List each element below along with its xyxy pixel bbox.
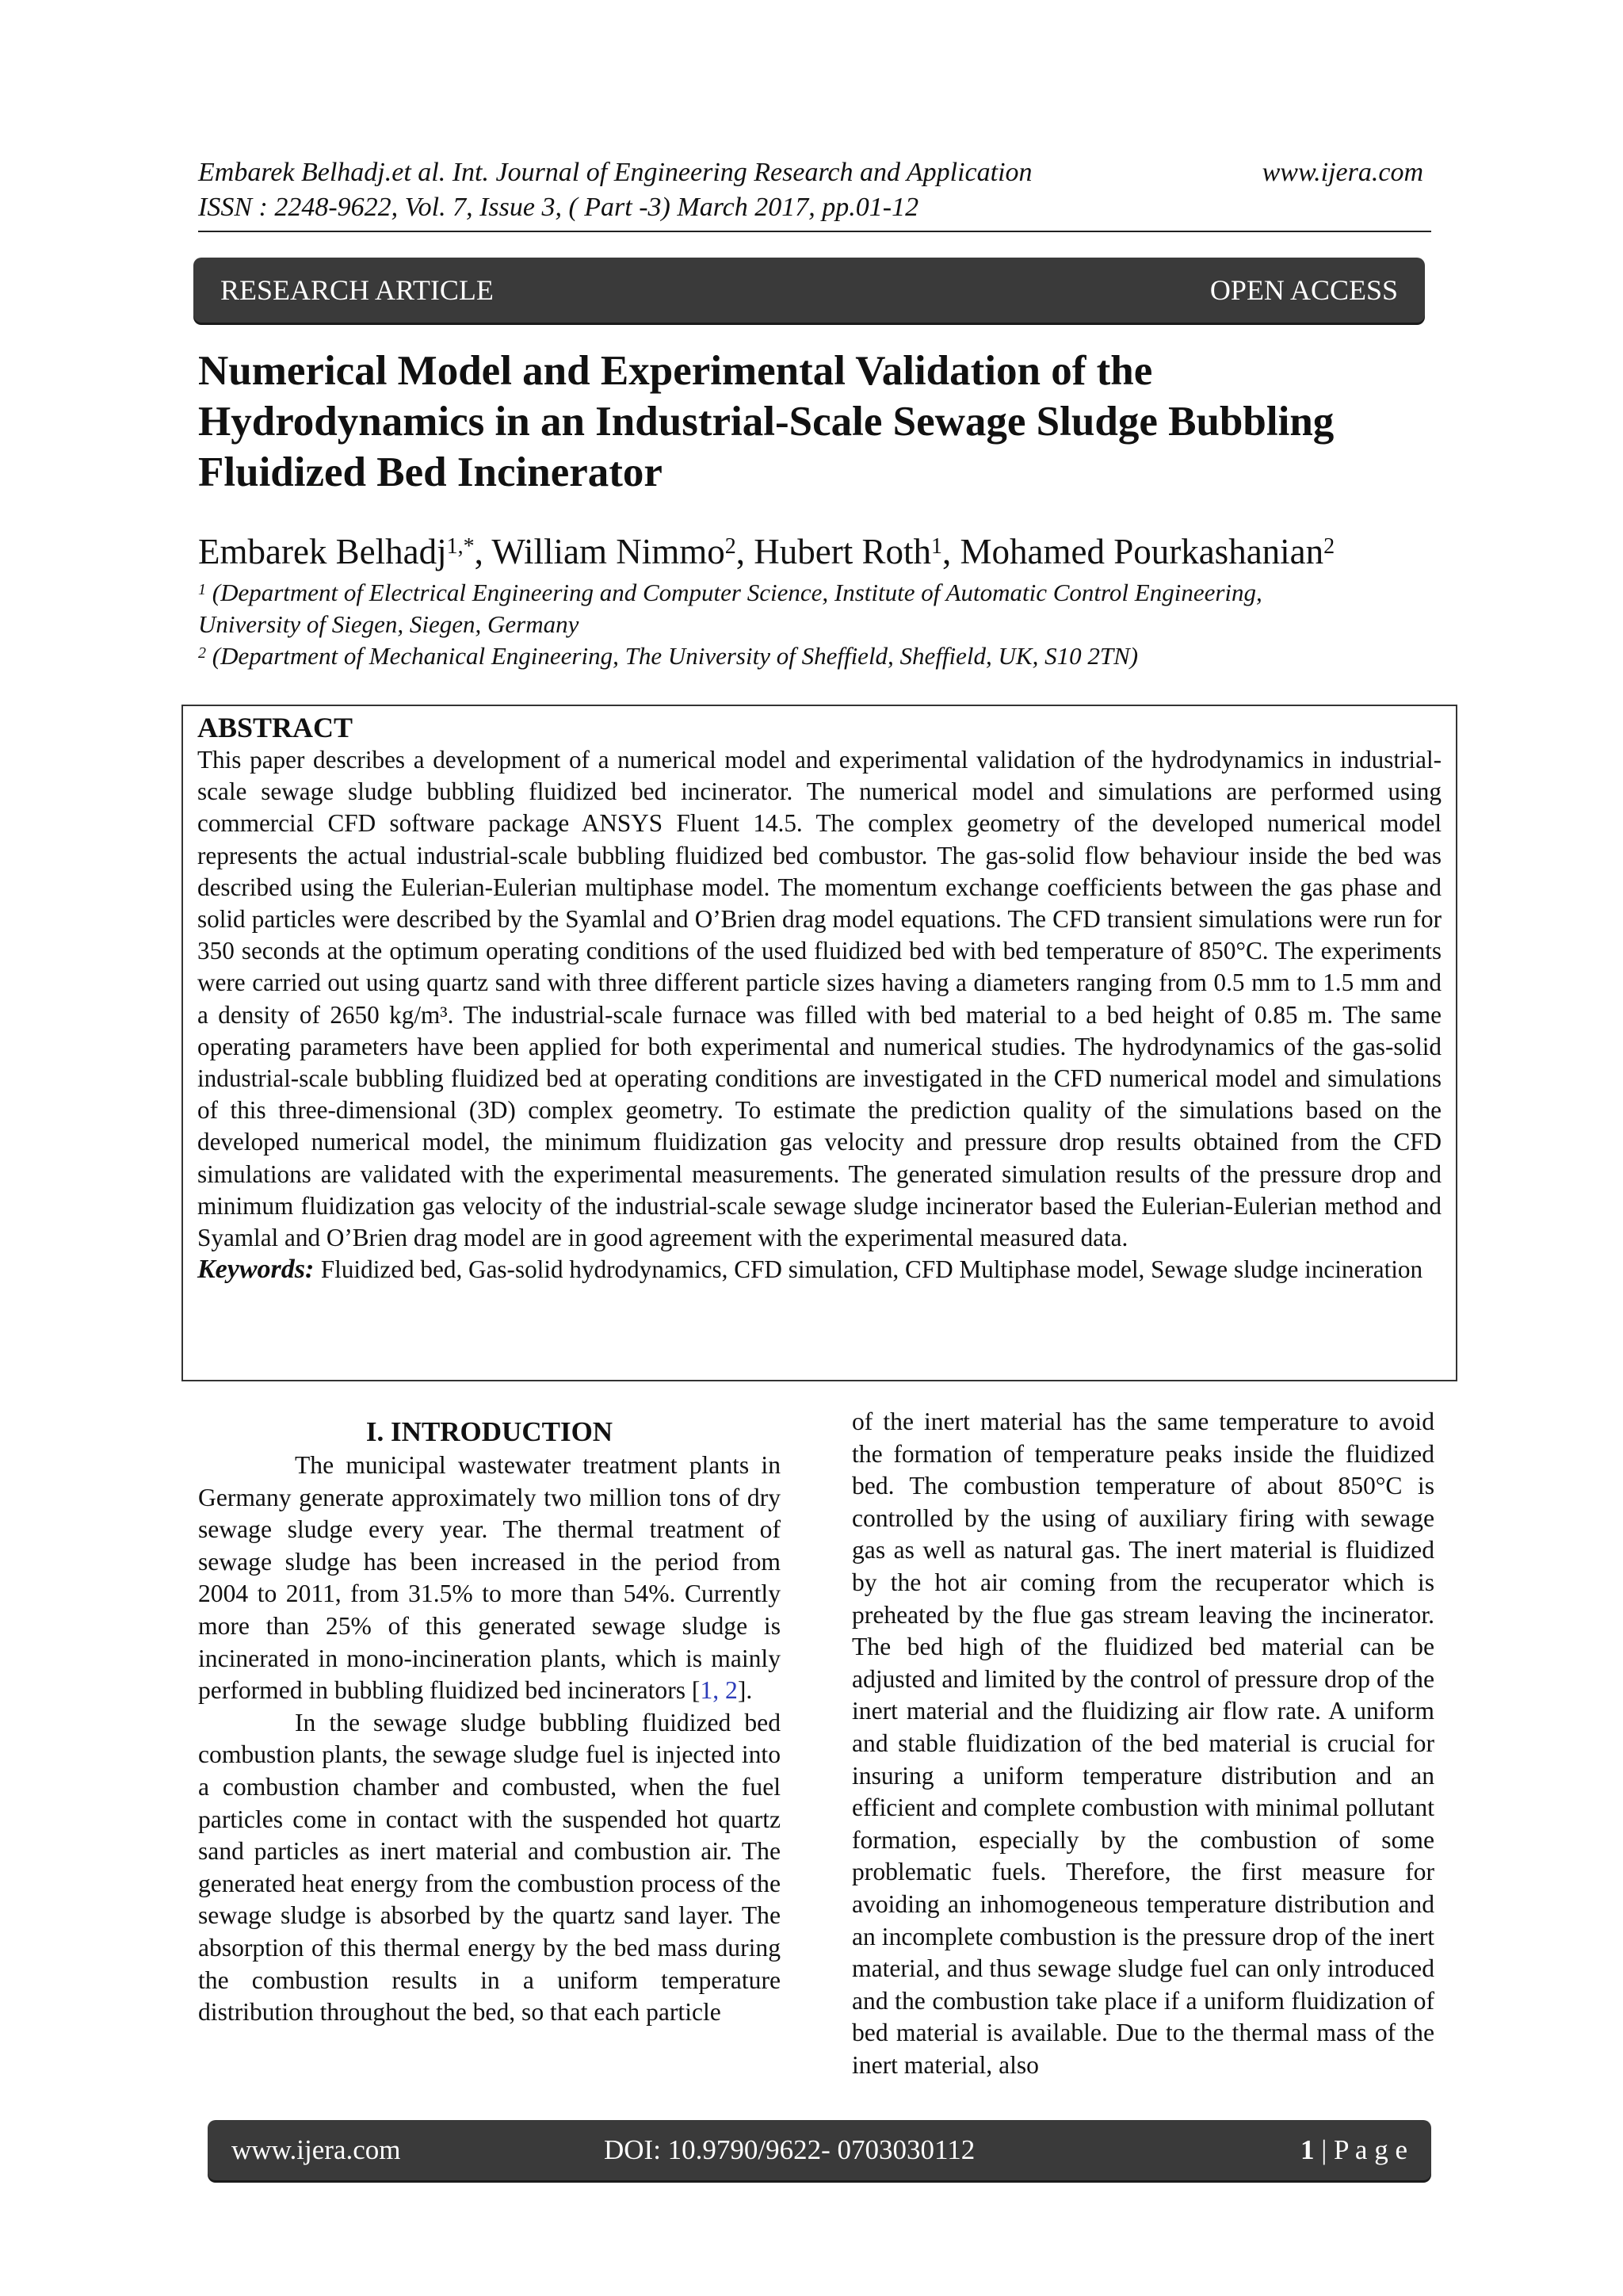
affiliation-mark: 1 xyxy=(198,581,206,598)
title-line: Numerical Model and Experimental Validation of the xyxy=(198,348,1153,394)
section-heading-introduction: I. INTRODUCTION xyxy=(365,1416,613,1447)
citation-link[interactable]: 1, 2 xyxy=(700,1676,738,1705)
running-header xyxy=(198,155,1423,225)
title-line: Fluidized Bed Incinerator xyxy=(198,449,663,495)
affiliations xyxy=(198,577,1434,672)
page-footer xyxy=(208,2120,1431,2180)
journal-citation: Embarek Belhadj.et al. Int. Journal of Engineering Research and Application xyxy=(198,158,1033,187)
paragraph: In the sewage sludge bubbling fluidized bed combustion plants, the sewage sludge fuel is injected into a combustion chamber and combusted, when the fuel particles come in contact with the suspended hot quartz sand particles as inert material and combustion air. The generated heat energy from the combustion process of the sewage sludge is absorbed by the quartz sand layer. The absorption of this thermal energy by the bed mass during the combustion results in a uniform temperature distribution throughout the bed, so that each particle xyxy=(198,1708,781,2027)
abstract-text: This paper describes a development of a numerical model and experimental validation of the hydrodynamics in industrial-scale sewage sludge bubbling fluidized bed incinerator. The numerical model and simulations are performed using commercial CFD software package ANSYS Fluent 14.5. The complex geometry of the developed numerical model represents the actual industrial-scale bubbling fluidized bed combustor. The gas-solid flow behaviour inside the bed was described using the Eulerian-Eulerian multiphase model. The momentum exchange coefficients between the gas phase and solid particles were described by the Syamlal and O’Brien drag model equations. The CFD transient simulations were run for 350 seconds at the optimum operating conditions of the used fluidized bed with bed temperature of 850°C. The experiments were carried out using quartz sand with three different particle sizes having a diameters ranging from 0.5 mm to 1.5 mm and a density of 2650 kg/m³. The industrial-scale furnace was filled with bed material to a bed height of 0.85 m. The same operating parameters have been applied for both experimental and numerical studies. The hydrodynamics of the gas-solid industrial-scale bubbling fluidized bed at operating conditions are investigated in the CFD numerical model and simulations of this three-dimensional (3D) complex geometry. To estimate the prediction quality of the simulations based on the developed numerical model, the minimum fluidization gas velocity and pressure drop results obtained from the CFD simulations are validated with the experimental measurements. The generated simulation results of the pressure drop and minimum fluidization gas velocity of the industrial-scale sewage sludge incinerator based the Eulerian-Eulerian method and Syamlal and O’Brien drag model are in good agreement with the experimental measured data. xyxy=(197,746,1442,1252)
author-name: Hubert Roth xyxy=(754,532,931,571)
open-access-label: OPEN ACCESS xyxy=(1209,274,1398,306)
affiliation-mark: 2 xyxy=(198,644,206,662)
author-list xyxy=(198,529,1466,574)
article-type-banner xyxy=(193,258,1425,323)
author-affiliation-mark: 1 xyxy=(930,534,942,559)
title-line: Hydrodynamics in an Industrial-Scale Sewage Sludge Bubbling xyxy=(198,399,1335,445)
paragraph-text: The municipal wastewater treatment plants in Germany generate approximately two million tons of dry sewage sludge every year. The thermal treatment of sewage sludge has been increased in the period from 2004 to 2011, from 31.5% to more than 54%. Currently more than 25% of this generated sewage sludge is incinerated in mono-incineration plants, which is mainly performed in bubbling fluidized bed incinerators [ xyxy=(198,1451,781,1705)
research-article-label: RESEARCH ARTICLE xyxy=(220,274,494,306)
affiliation-2 xyxy=(198,640,1434,672)
footer-website[interactable]: www.ijera.com xyxy=(231,2134,401,2165)
paper-title xyxy=(198,346,1434,498)
author-separator: , xyxy=(474,532,492,571)
author-separator: , xyxy=(735,532,754,571)
abstract-box xyxy=(181,705,1457,1381)
keywords-list: Fluidized bed, Gas-solid hydrodynamics, CFD simulation, CFD Multiphase model, Sewage sludge incineration xyxy=(320,1255,1423,1284)
page-number xyxy=(1300,2134,1407,2166)
keywords-label: Keywords xyxy=(197,1255,305,1285)
keywords-colon: : xyxy=(305,1255,321,1285)
author-separator: , xyxy=(941,532,960,571)
author-affiliation-mark: 2 xyxy=(724,534,736,559)
header-rule xyxy=(198,231,1431,232)
affiliation-1 xyxy=(198,577,1434,609)
keywords xyxy=(197,1254,1442,1286)
affiliation-1-cont: University of Siegen, Siegen, Germany xyxy=(198,610,579,638)
affiliation-text: (Department of Electrical Engineering and Computer Science, Institute of Automatic Control Engineering, xyxy=(206,579,1262,606)
author-name: Mohamed Pourkashanian xyxy=(960,532,1324,571)
paragraph-text: ]. xyxy=(737,1676,753,1705)
paragraph: of the inert material has the same temperature to avoid the formation of temperature peaks inside the fluidized bed. The combustion temperature of about 850°C is controlled by the using of auxiliary firing with sewage gas as well as natural gas. The inert material is fluidized by the hot air coming from the recuperator which is preheated by the flue gas stream leaving the incinerator. The bed high of the fluidized bed material can be adjusted and limited by the control of pressure drop of the inert material and the fluidizing air flow rate. A uniform and stable fluidization of the bed material is crucial for insuring a uniform temperature distribution and an efficient and complete combustion with minimal pollutant formation, especially by the combustion of some problematic fuels. Therefore, the first measure for avoiding an inhomogeneous temperature distribution and an incomplete combustion is the pressure drop of the inert material, and thus sewage sludge fuel can only introduced and the combustion take place if a uniform fluidization of bed material is available. Due to the thermal mass of the inert material, also xyxy=(852,1408,1434,2079)
abstract-heading: ABSTRACT xyxy=(197,712,353,743)
page-label: | P a g e xyxy=(1314,2134,1407,2165)
author-name: Embarek Belhadj xyxy=(198,532,447,571)
right-column xyxy=(852,1406,1434,2081)
page-number-value: 1 xyxy=(1300,2134,1315,2165)
journal-website[interactable]: www.ijera.com xyxy=(1262,158,1423,187)
issn-line: ISSN : 2248-9622, Vol. 7, Issue 3, ( Part -3) March 2017, pp.01-12 xyxy=(198,193,919,222)
affiliation-text: (Department of Mechanical Engineering, The University of Sheffield, Sheffield, UK, S10 2TN) xyxy=(206,642,1139,670)
author-affiliation-mark: 2 xyxy=(1323,534,1335,559)
footer-doi[interactable]: DOI: 10.9790/9622- 0703030112 xyxy=(604,2134,976,2165)
paragraph xyxy=(198,1450,781,1707)
author-name: William Nimmo xyxy=(491,532,725,571)
left-column xyxy=(198,1413,781,2029)
author-affiliation-mark: 1,* xyxy=(446,534,475,559)
